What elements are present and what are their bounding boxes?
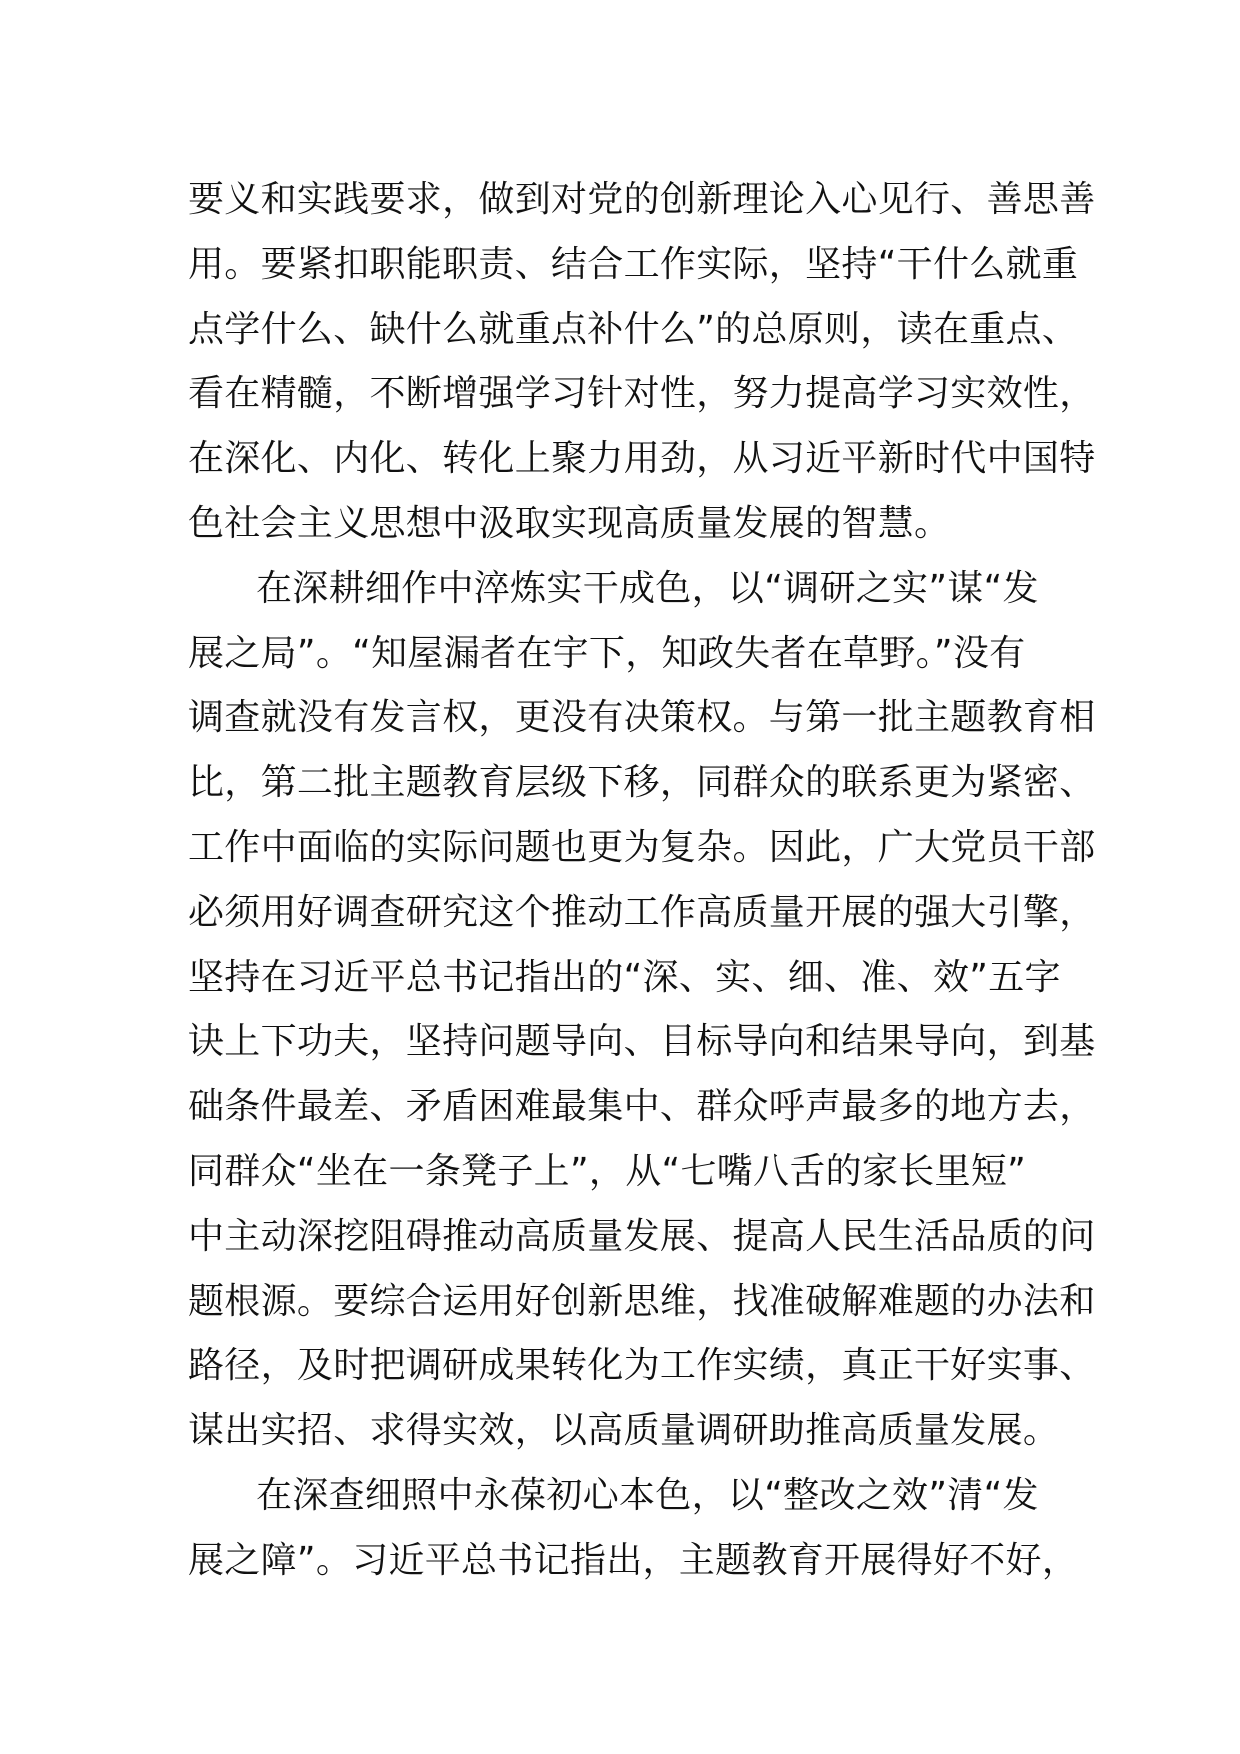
text-line-3: 点学什么、缺什么就重点补什么”的总原则，读在重点、 [188,308,1079,350]
text-line-9: 调查就没有发言权，更没有决策权。与第一批主题教育相 [188,697,1096,739]
text-line-21-paragraph-start: 在深查细照中永葆初心本色，以“整改之效”清“发 [256,1474,1039,1516]
text-line-13: 坚持在习近平总书记指出的“深、实、细、准、效”五字 [188,956,1061,998]
text-line-22: 展之障”。习近平总书记指出，主题教育开展得好不好， [188,1539,1079,1581]
text-line-4: 看在精髓，不断增强学习针对性，努力提高学习实效性， [188,373,1096,415]
text-line-1: 要义和实践要求，做到对党的创新理论入心见行、善思善 [188,179,1096,220]
text-line-18: 题根源。要综合运用好创新思维，找准破解难题的办法和 [188,1280,1096,1322]
text-line-14: 诀上下功夫，坚持问题导向、目标导向和结果导向，到基 [188,1021,1096,1063]
text-line-15: 础条件最差、矛盾困难最集中、群众呼声最多的地方去， [188,1086,1096,1128]
text-line-19: 路径，及时把调研成果转化为工作实绩，真正干好实事、 [188,1345,1096,1387]
text-line-6: 色社会主义思想中汲取实现高质量发展的智慧。 [188,502,951,544]
text-line-20: 谋出实招、求得实效，以高质量调研助推高质量发展。 [188,1410,1060,1452]
text-line-10: 比，第二批主题教育层级下移，同群众的联系更为紧密、 [188,762,1096,804]
text-line-11: 工作中面临的实际问题也更为复杂。因此，广大党员干部 [188,826,1096,868]
text-line-8: 展之局”。“知屋漏者在宇下，知政失者在草野。”没有 [188,632,1026,674]
text-line-5: 在深化、内化、转化上聚力用劲，从习近平新时代中国特 [188,438,1096,480]
text-line-16: 同群众“坐在一条凳子上”，从“七嘴八舌的家长里短” [188,1150,1027,1192]
text-line-7-paragraph-start: 在深耕细作中淬炼实干成色，以“调研之实”谋“发 [256,567,1039,609]
text-line-17: 中主动深挖阻碍推动高质量发展、提高人民生活品质的问 [188,1215,1096,1257]
text-line-12: 必须用好调查研究这个推动工作高质量开展的强大引擎， [188,891,1096,933]
body-text [188,168,1096,1594]
text-line-2: 用。要紧扣职能职责、结合工作实际，坚持“干什么就重 [188,243,1079,285]
